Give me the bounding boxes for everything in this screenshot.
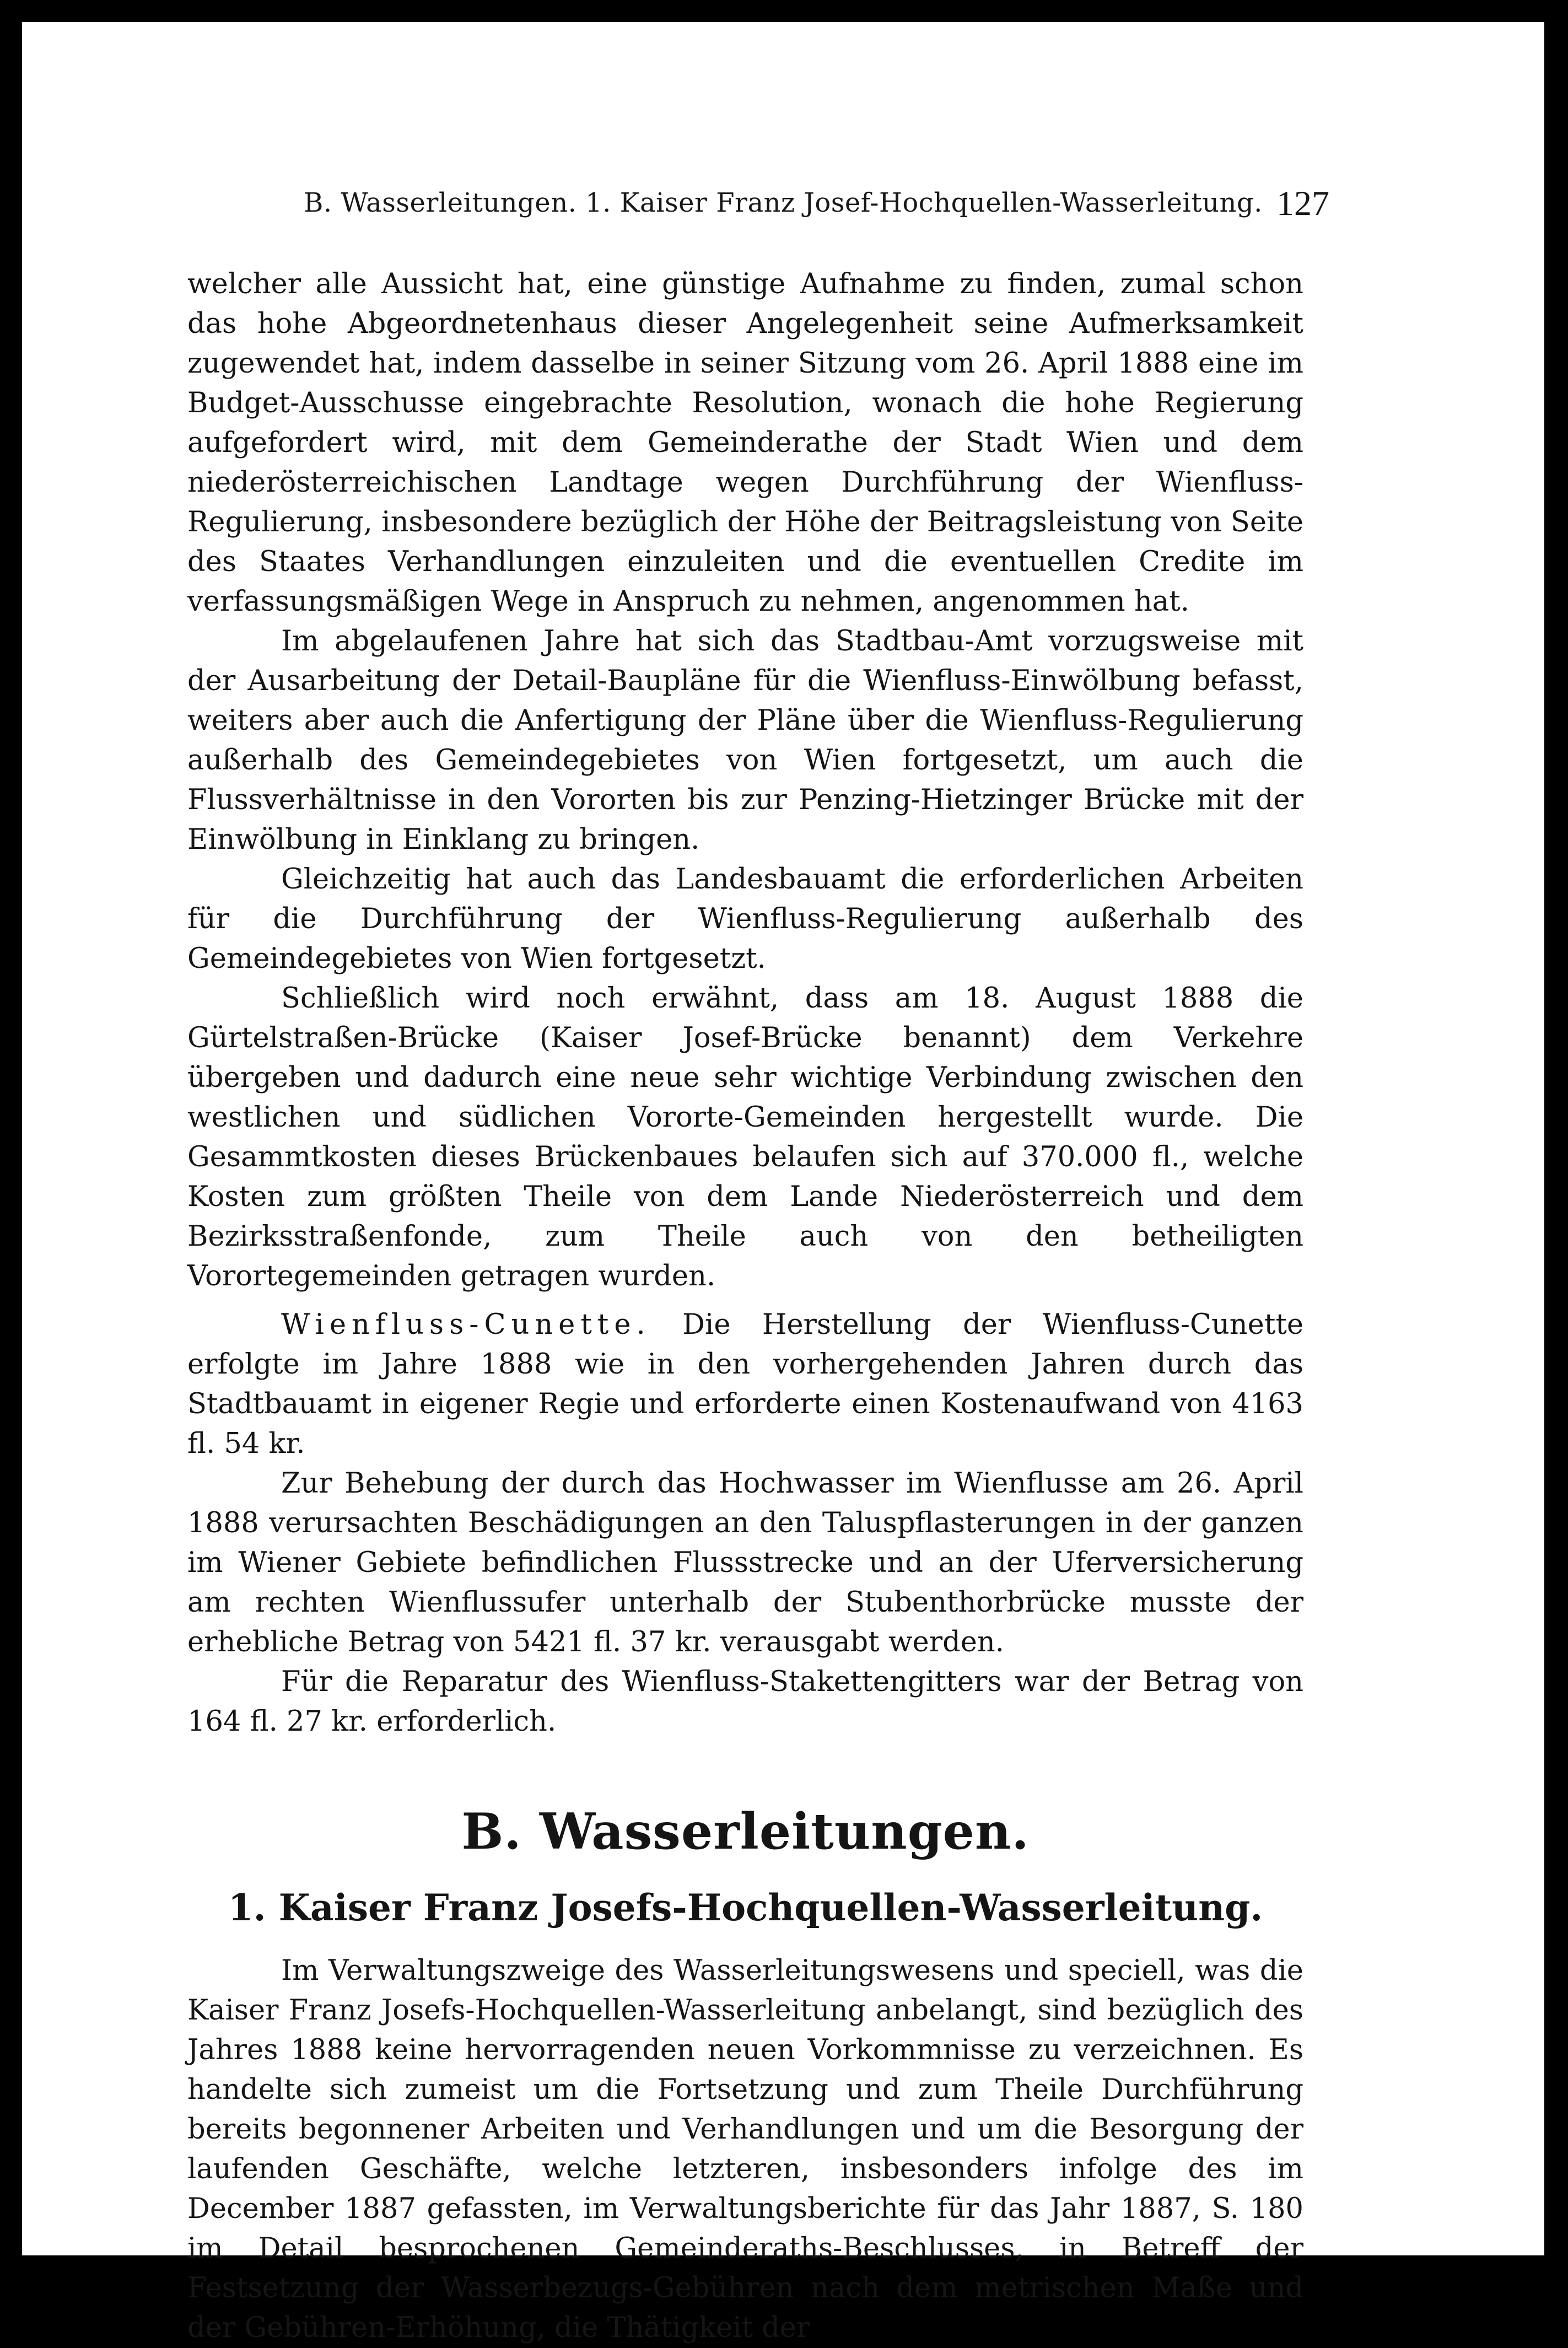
paragraph-1: welcher alle Aussicht hat, eine günstige Aufnahme zu finden, zumal schon das hohe Abgeordnetenhaus dieser Angelegenheit seine Aufmerksamkeit zugewendet hat, indem dasselbe in seiner Sitzung vom 26. April 1888 eine im Budget-Ausschusse eingebrachte Resolution, wonach die hohe Regierung aufgefordert wird, mit dem Gemeinderathe der Stadt Wien und dem niederösterreichischen Landtage wegen Durchführung der Wienfluss-Regulierung, insbesondere bezüglich der Höhe der Beitragsleistung von Seite des Staates Verhandlungen einzuleiten und die eventuellen Credite im verfassungsmäßigen Wege in Anspruch zu nehmen, angenommen hat. <box>187 268 1303 618</box>
page-number: 127 <box>1276 184 1329 223</box>
paragraph-2: Im abgelaufenen Jahre hat sich das Stadtbau-Amt vorzugsweise mit der Ausarbeitung der Detail-Baupläne für die Wienfluss-Einwölbung befasst, weiters aber auch die Anfertigung der Pläne über die Wienfluss-Regulierung außerhalb des Gemeindegebietes von Wien fortgesetzt, um auch die Flussverhältnisse in den Vororten bis zur Penzing-Hietzinger Brücke mit der Einwölbung in Einklang zu bringen. <box>187 625 1303 856</box>
paragraph-5-lead: Wienfluss-Cunette. <box>281 1308 651 1341</box>
paragraph-4: Schließlich wird noch erwähnt, dass am 18. August 1888 die Gürtelstraßen-Brücke (Kaiser Josef-Brücke benannt) dem Verkehre übergeben und dadurch eine neue sehr wichtige Verbindung zwischen den westlichen und südlichen Vororte-Gemeinden hergestellt wurde. Die Gesammtkosten dieses Brückenbaues belaufen sich auf 370.000 fl., welche Kosten zum größten Theile von dem Lande Niederösterreich und dem Bezirksstraßenfonde, zum Theile auch von den betheiligten Vorortegemeinden getragen wurden. <box>187 982 1303 1293</box>
paragraph-8: Im Verwaltungszweige des Wasserleitungswesens und speciell, was die Kaiser Franz Josefs-Hochquellen-Wasserleitung anbelangt, sind bezüglich des Jahres 1888 keine hervorragenden neuen Vorkommnisse zu verzeichnen. Es handelte sich zumeist um die Fortsetzung und zum Theile Durchführung bereits begonnener Arbeiten und Verhandlungen und um die Besorgung der laufenden Geschäfte, welche letzteren, insbesonders infolge des im December 1887 gefassten, im Verwaltungsberichte für das Jahr 1887, S. 180 im Detail besprochenen Gemeinderaths-Beschlusses, in Betreff der Festsetzung der Wasserbezugs-Gebühren nach dem metrischen Maße und der Gebühren-Erhöhung, die Thätigkeit der <box>187 1954 1303 2344</box>
section-title: B. Wasserleitungen. <box>461 1802 1030 1861</box>
page-header <box>22 184 1544 231</box>
body-text <box>187 265 1303 2348</box>
paragraph-7: Für die Reparatur des Wienfluss-Stakettengitters war der Betrag von 164 fl. 27 kr. erforderlich. <box>187 1666 1303 1738</box>
paragraph-5 <box>187 1305 1303 1464</box>
paragraph-3: Gleichzeitig hat auch das Landesbauamt die erforderlichen Arbeiten für die Durchführung der Wienfluss-Regulierung außerhalb des Gemeindegebietes von Wien fortgesetzt. <box>187 863 1303 975</box>
paragraph-5-text: Die Herstellung der Wienfluss-Cunette erfolgte im Jahre 1888 wie in den vorhergehenden Jahren durch das Stadtbauamt in eigener Regie und erforderte einen Kostenaufwand von 4163 fl. 54 kr. <box>187 1308 1303 1460</box>
subsection-title: 1. Kaiser Franz Josefs-Hochquellen-Wasserleitung. <box>228 1886 1263 1929</box>
paragraph-6: Zur Behebung der durch das Hochwasser im Wienflusse am 26. April 1888 verursachten Beschädigungen an den Taluspflasterungen in der ganzen im Wiener Gebiete befindlichen Flussstrecke und an der Uferversicherung am rechten Wienflussufer unterhalb der Stubenthorbrücke musste der erhebliche Betrag von 5421 fl. 37 kr. verausgabt werden. <box>187 1467 1303 1658</box>
running-head: B. Wasserleitungen. 1. Kaiser Franz Josef-Hochquellen-Wasserleitung. <box>304 187 1263 218</box>
document-page <box>22 22 1544 2344</box>
